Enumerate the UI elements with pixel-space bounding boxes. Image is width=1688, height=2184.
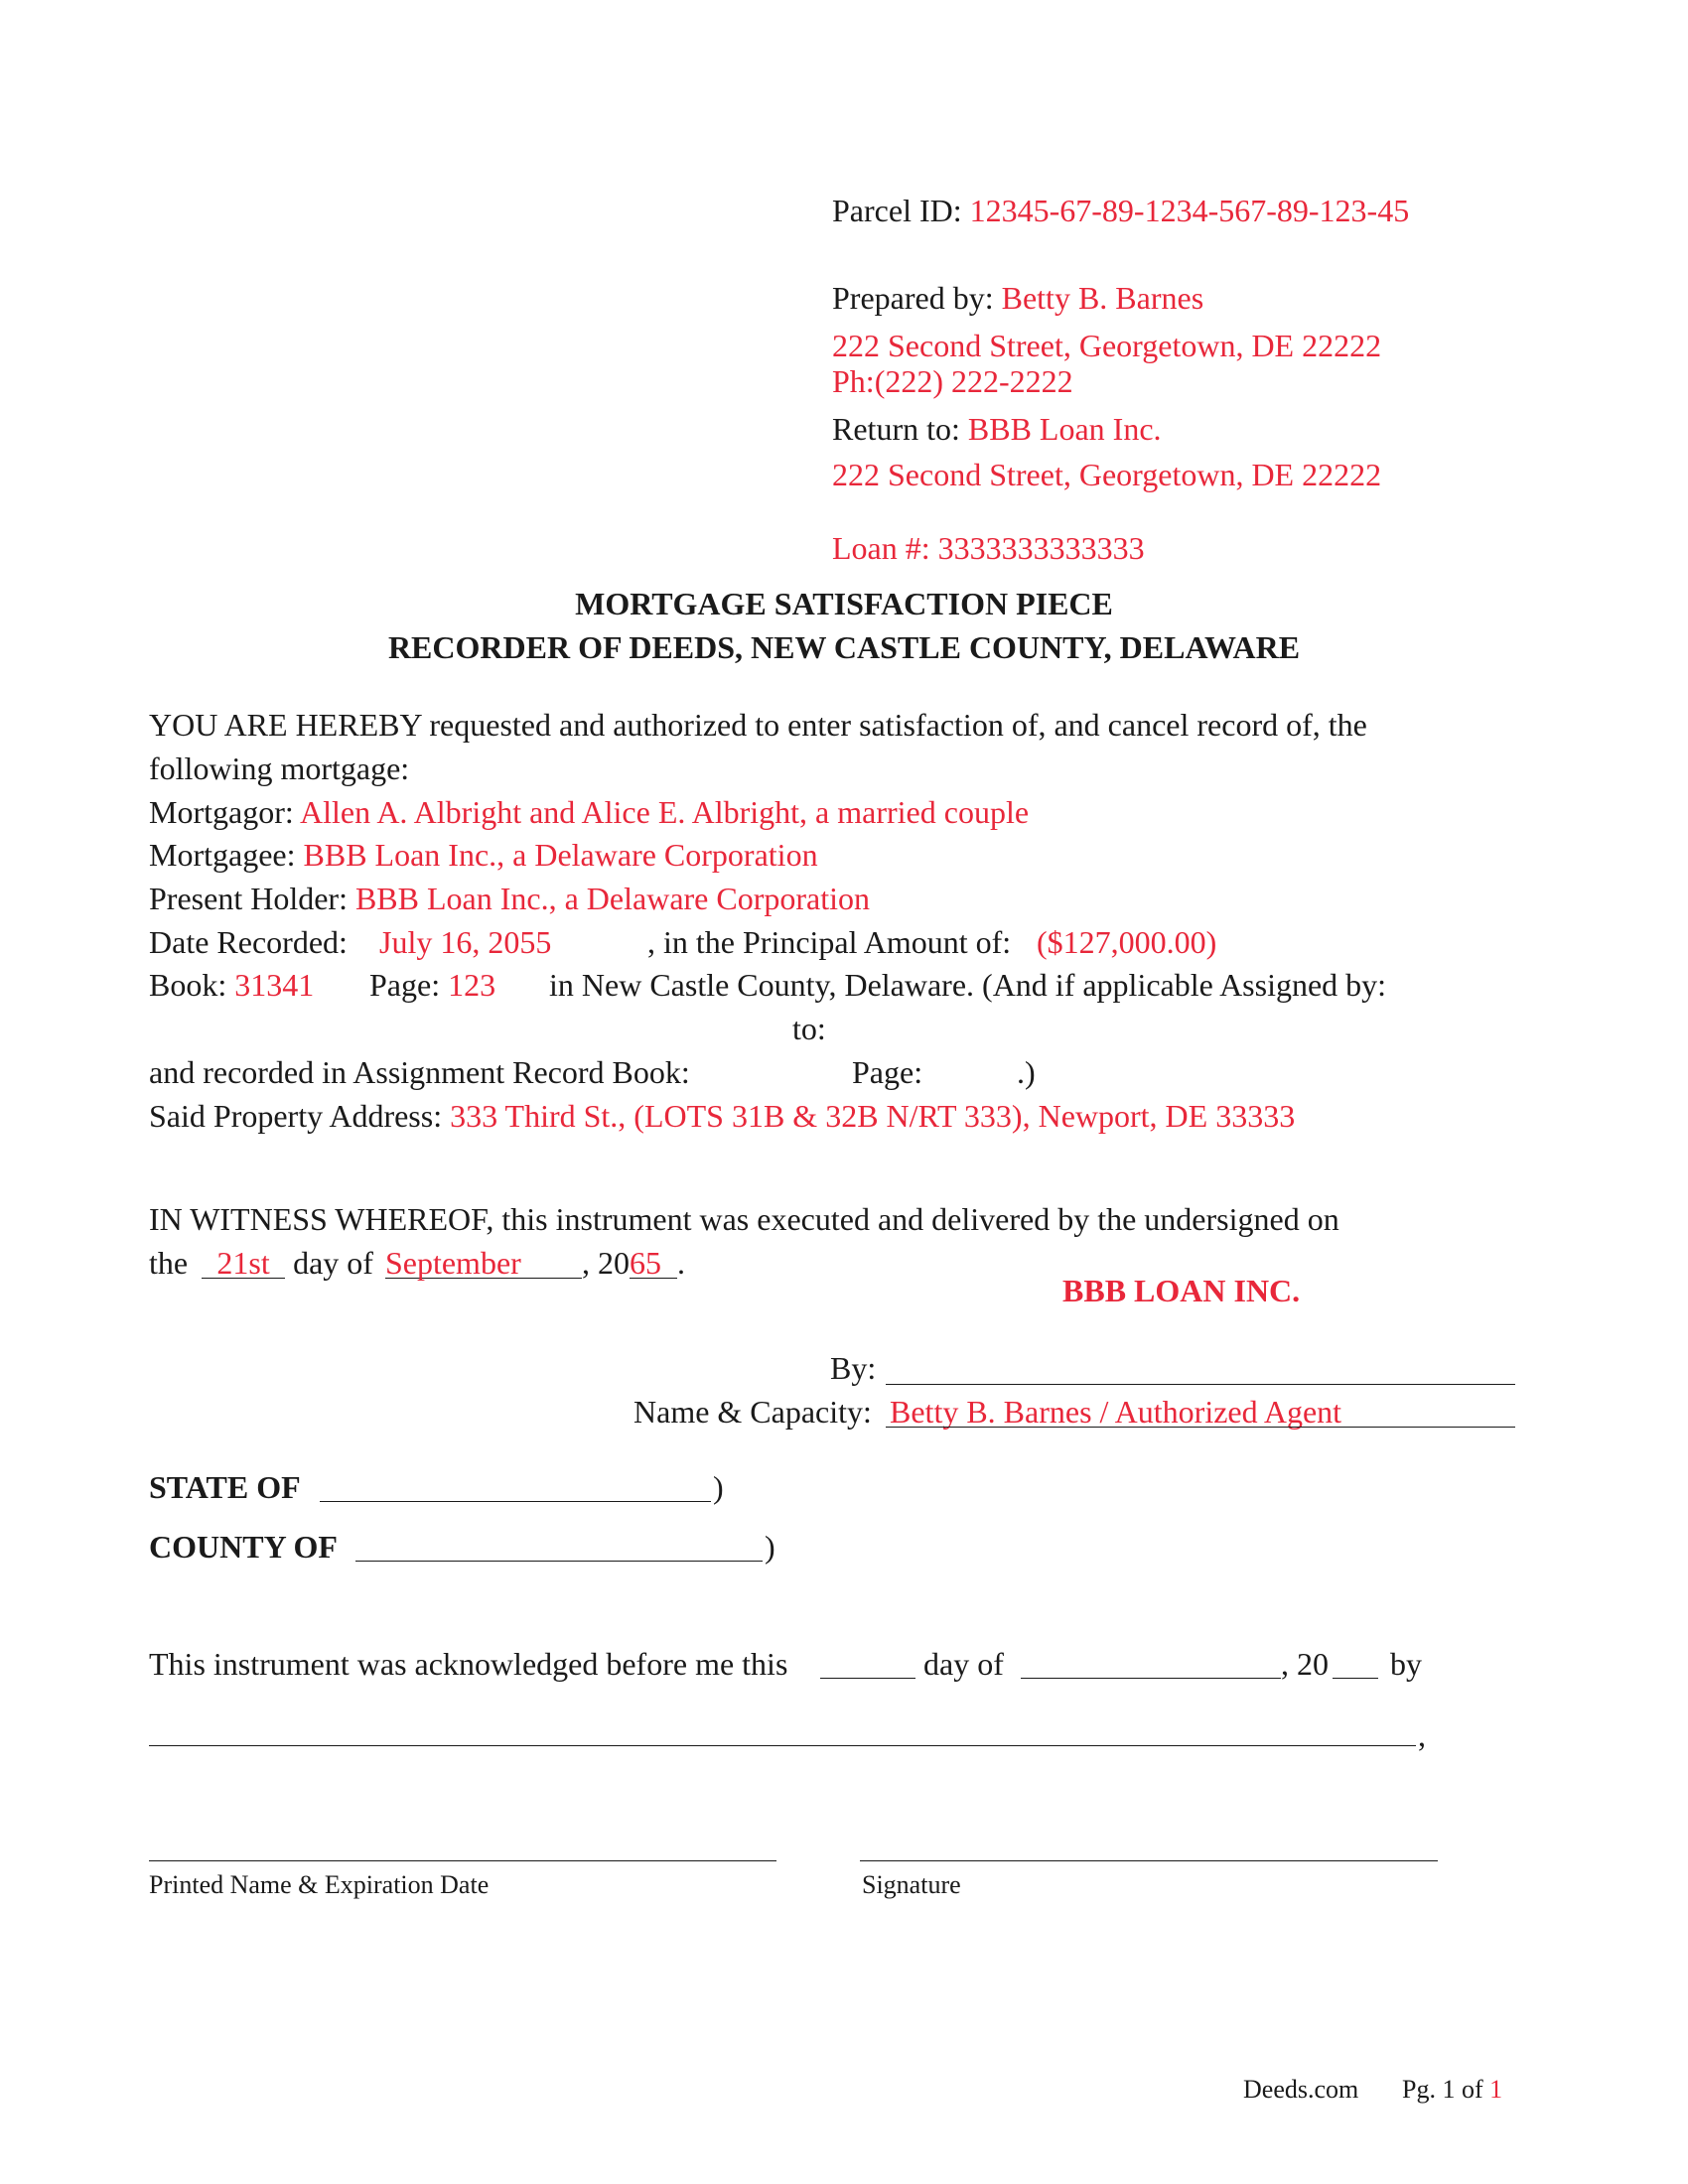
county-of-blank bbox=[355, 1561, 763, 1562]
state-of-blank bbox=[320, 1501, 711, 1502]
mortgagor-line: Mortgagor: Allen A. Albright and Alice E. Albright, a married couple bbox=[149, 794, 1030, 830]
ack-day-blank bbox=[820, 1678, 915, 1679]
property-address-line: Said Property Address: 333 Third St., (LOTS 31B & 32B N/RT 333), Newport, DE 33333 bbox=[149, 1098, 1296, 1134]
mortgagor-value: Allen A. Albright and Alice E. Albright, a married couple bbox=[299, 794, 1030, 830]
mortgagee-line: Mortgagee: BBB Loan Inc., a Delaware Corporation bbox=[149, 837, 818, 873]
parcel-id-line: Parcel ID: 12345-67-89-1234-567-89-123-45 bbox=[832, 193, 1410, 228]
ack-day-of: day of bbox=[923, 1646, 1004, 1682]
company-name: BBB LOAN INC. bbox=[1062, 1273, 1301, 1308]
page-value: 123 bbox=[448, 967, 496, 1003]
county-assigned-text: in New Castle County, Delaware. (And if applicable Assigned by: bbox=[549, 967, 1387, 1003]
principal-amount: ($127,000.00) bbox=[1037, 924, 1217, 960]
assignment-page-label: Page: bbox=[852, 1054, 923, 1090]
ack-year-prefix: , 20 bbox=[1281, 1646, 1329, 1682]
witness-month: September bbox=[385, 1248, 582, 1279]
ack-year-blank bbox=[1333, 1678, 1378, 1679]
assignment-record-text: and recorded in Assignment Record Book: bbox=[149, 1054, 690, 1090]
loan-number: Loan #: 3333333333333 bbox=[832, 530, 1145, 566]
footer-page: Pg. 1 of 1 bbox=[1402, 2075, 1503, 2104]
holder-line: Present Holder: BBB Loan Inc., a Delaware Corporation bbox=[149, 881, 871, 916]
intro-line-2: following mortgage: bbox=[149, 751, 410, 786]
return-to-name: BBB Loan Inc. bbox=[967, 411, 1162, 447]
signature-line bbox=[860, 1860, 1438, 1861]
document-subtitle: RECORDER OF DEEDS, NEW CASTLE COUNTY, DELAWARE bbox=[387, 629, 1301, 665]
ack-comma: , bbox=[1418, 1717, 1426, 1753]
county-of-label: COUNTY OF bbox=[149, 1529, 338, 1565]
state-of-label: STATE OF bbox=[149, 1469, 301, 1505]
return-to-line: Return to: BBB Loan Inc. bbox=[832, 411, 1162, 447]
date-recorded-value: July 16, 2055 bbox=[379, 924, 552, 960]
name-capacity-value: Betty B. Barnes / Authorized Agent bbox=[890, 1394, 1342, 1430]
name-capacity-line bbox=[886, 1427, 1515, 1428]
prepared-by-line: Prepared by: Betty B. Barnes bbox=[832, 280, 1204, 316]
printed-name-label: Printed Name & Expiration Date bbox=[149, 1870, 490, 1899]
witness-line-1: IN WITNESS WHEREOF, this instrument was executed and delivered by the undersigned on bbox=[149, 1201, 1339, 1237]
footer-page-total: 1 bbox=[1489, 2075, 1503, 2104]
prepared-by-name: Betty B. Barnes bbox=[1001, 280, 1204, 316]
property-address-value: 333 Third St., (LOTS 31B & 32B N/RT 333), Newport, DE 33333 bbox=[450, 1098, 1296, 1134]
ack-month-blank bbox=[1021, 1678, 1281, 1679]
signature-label: Signature bbox=[862, 1870, 961, 1899]
prepared-by-phone: Ph:(222) 222-2222 bbox=[832, 363, 1073, 399]
witness-day: 21st bbox=[202, 1248, 285, 1279]
printed-name-line bbox=[149, 1860, 776, 1861]
state-paren: ) bbox=[713, 1469, 724, 1505]
prepared-by-address: 222 Second Street, Georgetown, DE 22222 bbox=[832, 328, 1382, 363]
assignment-close: .) bbox=[1017, 1054, 1036, 1090]
intro-line-1: YOU ARE HEREBY requested and authorized to enter satisfaction of, and cancel record of, the bbox=[149, 707, 1367, 743]
mortgagee-value: BBB Loan Inc., a Delaware Corporation bbox=[303, 837, 818, 873]
by-label: By: bbox=[830, 1350, 877, 1386]
assigned-to-label: to: bbox=[792, 1011, 826, 1046]
witness-year: 65 bbox=[630, 1248, 677, 1279]
holder-value: BBB Loan Inc., a Delaware Corporation bbox=[354, 881, 871, 916]
ack-name-blank bbox=[149, 1745, 1416, 1746]
book-value: 31341 bbox=[234, 967, 315, 1003]
signature-by-line bbox=[886, 1384, 1515, 1385]
return-to-address: 222 Second Street, Georgetown, DE 22222 bbox=[832, 457, 1382, 492]
ack-by: by bbox=[1390, 1646, 1422, 1682]
date-recorded-label: Date Recorded: bbox=[149, 924, 348, 960]
parcel-id-value: 12345-67-89-1234-567-89-123-45 bbox=[969, 193, 1410, 228]
name-capacity-label: Name & Capacity: bbox=[633, 1394, 872, 1430]
witness-date-line: the 21st day of September , 2065 . bbox=[149, 1245, 685, 1281]
footer-site: Deeds.com bbox=[1243, 2075, 1359, 2104]
county-paren: ) bbox=[765, 1529, 775, 1565]
document-title: MORTGAGE SATISFACTION PIECE bbox=[575, 586, 1113, 621]
principal-label: , in the Principal Amount of: bbox=[647, 924, 1012, 960]
acknowledgement-text: This instrument was acknowledged before me this bbox=[149, 1646, 788, 1682]
page-line: Page: 123 bbox=[369, 967, 496, 1003]
book-line: Book: 31341 bbox=[149, 967, 315, 1003]
